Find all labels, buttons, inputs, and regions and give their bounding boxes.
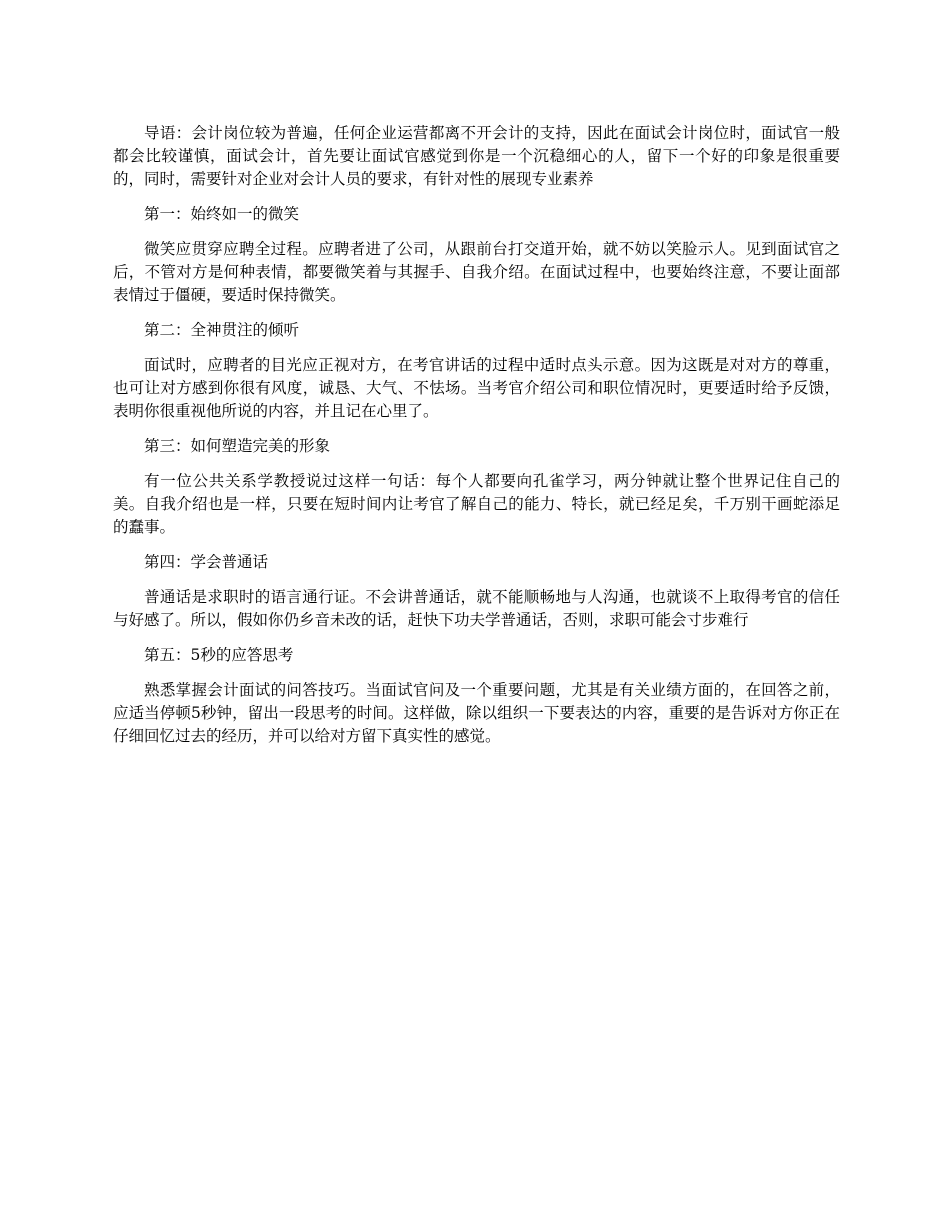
section-body-1: 微笑应贯穿应聘全过程。应聘者进了公司，从跟前台打交道开始，就不妨以笑脸示人。见到面试官之后，不管对方是何种表情，都要微笑着与其握手、自我介绍。在面试过程中，也要始终注意，不要让面部表情过于僵硬，要适时保持微笑。	[113, 240, 840, 304]
section-body-3: 有一位公共关系学教授说过这样一句话：每个人都要向孔雀学习，两分钟就让整个世界记住自己的美。自我介绍也是一样，只要在短时间内让考官了解自己的能力、特长，就已经足矣，千万别干画蛇添足的蠢事。	[113, 472, 840, 536]
document-page	[113, 122, 840, 760]
section-heading-5: 第五：5秒的应答思考	[144, 646, 294, 664]
section-heading-4: 第四：学会普通话	[144, 553, 269, 571]
section-heading-2: 第二：全神贯注的倾听	[144, 321, 300, 339]
intro-paragraph: 导语：会计岗位较为普遍，任何企业运营都离不开会计的支持，因此在面试会计岗位时，面试官一般都会比较谨慎，面试会计，首先要让面试官感觉到你是一个沉稳细心的人，留下一个好的印象是很重要的，同时，需要针对企业对会计人员的要求，有针对性的展现专业素养	[113, 124, 840, 188]
section-heading-3: 第三：如何塑造完美的形象	[144, 437, 331, 455]
section-heading-1: 第一：始终如一的微笑	[144, 205, 300, 223]
section-body-5: 熟悉掌握会计面试的问答技巧。当面试官问及一个重要问题，尤其是有关业绩方面的，在回答之前，应适当停顿5秒钟，留出一段思考的时间。这样做，除以组织一下要表达的内容，重要的是告诉对方你正在仔细回忆过去的经历，并可以给对方留下真实性的感觉。	[113, 681, 840, 745]
section-body-2: 面试时，应聘者的目光应正视对方，在考官讲话的过程中适时点头示意。因为这既是对对方的尊重，也可让对方感到你很有风度，诚恳、大气、不怯场。当考官介绍公司和职位情况时，更要适时给予反馈，表明你很重视他所说的内容，并且记在心里了。	[113, 356, 840, 420]
section-body-4: 普通话是求职时的语言通行证。不会讲普通话，就不能顺畅地与人沟通，也就谈不上取得考官的信任与好感了。所以，假如你仍乡音未改的话，赶快下功夫学普通话，否则，求职可能会寸步难行	[113, 588, 840, 629]
